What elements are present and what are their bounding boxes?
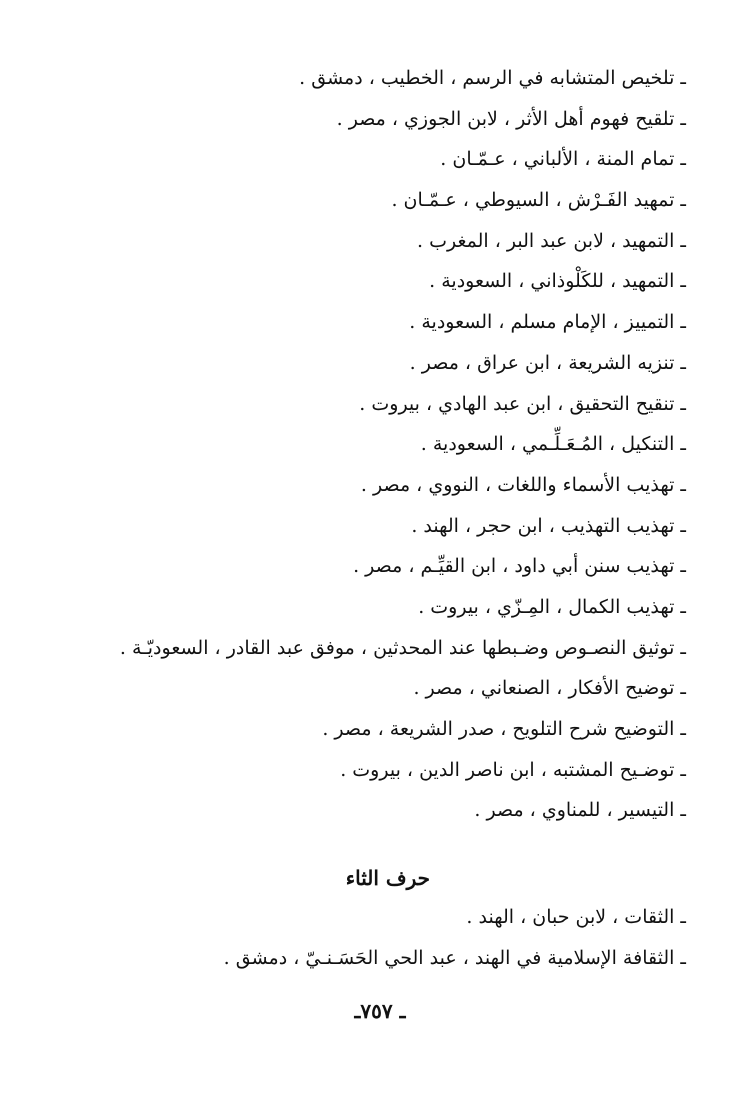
- section-heading: حرف الثاء: [345, 866, 430, 890]
- section-bibliography-list: [46, 897, 686, 978]
- bibliography-entry: ـ توثيق النصـوص وضـبطها عند المحدثين ، موفق عبد القادر ، السعوديّـة .: [119, 636, 686, 659]
- bibliography-entry: ـ التمييز ، الإمام مسلم ، السعودية .: [409, 311, 686, 334]
- bibliography-list: [46, 58, 686, 831]
- bibliography-entry: ـ تلخيص المتشابه في الرسم ، الخطيب ، دمشق .: [299, 67, 686, 89]
- bibliography-entry: ـ تنقيح التحقيق ، ابن عبد الهادي ، بيروت .: [359, 392, 686, 415]
- bibliography-entry: ـ تهذيب التهذيب ، ابن حجر ، الهند .: [411, 514, 686, 537]
- bibliography-entry: ـ التيسير ، للمناوي ، مصر .: [474, 799, 686, 822]
- bibliography-entry: ـ التمهيد ، لابن عبد البر ، المغرب .: [417, 229, 686, 252]
- bibliography-entry: ـ التمهيد ، للكَلْوذاني ، السعودية .: [429, 270, 686, 293]
- bibliography-entry: ـ تهذيب الكمال ، المِـزّي ، بيروت .: [418, 595, 686, 618]
- bibliography-entry: ـ تلقيح فهوم أهل الأثر ، لابن الجوزي ، مصر .: [336, 107, 686, 130]
- bibliography-entry: ـ التنكيل ، المُـعَـلِّـمي ، السعودية .: [420, 433, 686, 456]
- bibliography-entry: ـ التوضيح شرح التلويح ، صدر الشريعة ، مصر .: [322, 718, 686, 740]
- bibliography-entry: ـ توضـيح المشتبه ، ابن ناصر الدين ، بيروت .: [340, 758, 686, 781]
- bibliography-entry: ـ تهذيب الأسماء واللغات ، النووي ، مصر .: [360, 473, 686, 496]
- bibliography-entry: ـ تنزيه الشريعة ، ابن عراق ، مصر .: [409, 351, 686, 374]
- bibliography-entry: ـ الثقات ، لابن حبان ، الهند .: [466, 906, 686, 928]
- page-number: ـ ٧٥٧ـ: [354, 999, 406, 1023]
- bibliography-entry: ـ تمام المنة ، الألباني ، عـمّـان .: [440, 148, 686, 171]
- bibliography-entry: ـ الثقافة الإسلامية في الهند ، عبد الحي الحَسَـنـيّ ، دمشق .: [223, 946, 686, 969]
- bibliography-entry: ـ توضيح الأفكار ، الصنعاني ، مصر .: [413, 677, 686, 700]
- bibliography-entry: ـ تهذيب سنن أبي داود ، ابن القيِّـم ، مصر .: [353, 555, 686, 578]
- bibliography-entry: ـ تمهيد الفَـرْش ، السيوطي ، عـمّـان .: [391, 189, 686, 212]
